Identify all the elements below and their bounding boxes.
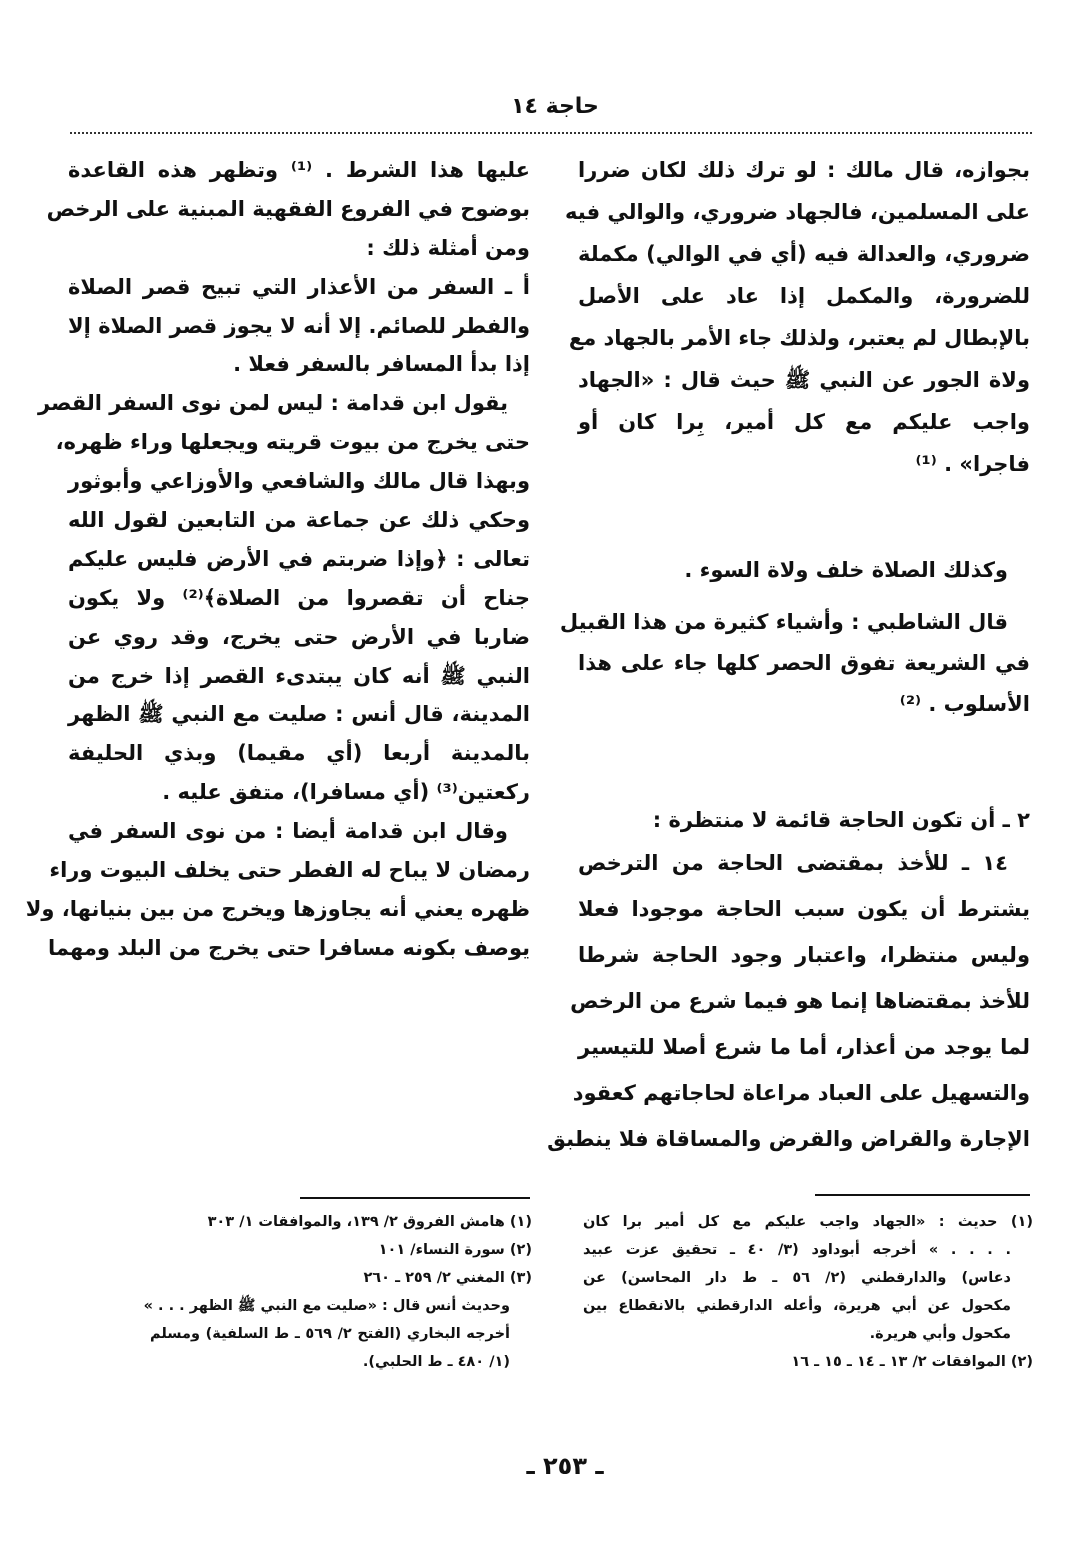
footnote-line: (١) حديث : «الجهاد واجب عليكم مع كل أمير برا كان bbox=[583, 1214, 1033, 1230]
text-line: بالمدينة أربعا (أي مقيما) وبذي الحليفة bbox=[68, 741, 530, 766]
section-heading bbox=[578, 800, 1030, 840]
text-line: وليس منتظرا، واعتبار وجود الحاجة شرطا bbox=[578, 943, 1030, 967]
text-line: ولاة الجور عن النبي ﷺ حيث قال : «الجهاد bbox=[578, 368, 1030, 392]
text-line: النبي ﷺ أنه كان يبتدىء القصر إذا خرج من bbox=[68, 663, 530, 688]
text-line: ركعتين⁽³⁾ (أي مسافرا)، متفق عليه . bbox=[162, 780, 530, 805]
footnote-line: . . . . » أخرجه أبوداود (٣/ ٤٠ ـ تحقيق عزت عبيد bbox=[583, 1242, 1011, 1258]
footnote-line: (٢) الموافقات ٢/ ١٣ ـ ١٤ ـ ١٥ ـ ١٦ bbox=[791, 1354, 1033, 1370]
text-line: إذا بدأ المسافر بالسفر فعلا . bbox=[233, 352, 530, 377]
right-paragraph-2 bbox=[578, 550, 1030, 590]
text-line: وكذلك الصلاة خلف ولاة السوء . bbox=[684, 558, 1008, 582]
running-head-title: حاجة ١٤ bbox=[511, 94, 599, 119]
footnote-line: (٢) سورة النساء/ ١٠١ bbox=[378, 1242, 532, 1258]
text-line: بجوازه، قال مالك : لو ترك ذلك لكان ضررا bbox=[578, 158, 1030, 182]
text-line: للأخذ بمقتضاها إنما هو فيما شرع من الرخص bbox=[570, 989, 1030, 1013]
footnote-line: (١/ ٤٨٠ ـ ط الحلبي). bbox=[362, 1354, 510, 1370]
text-line: المدينة، قال أنس : صليت مع النبي ﷺ الظهر bbox=[68, 702, 530, 727]
text-line: وبهذا قال مالك والشافعي والأوزاعي وأبوثور bbox=[68, 469, 530, 494]
text-line: وحكي ذلك عن جماعة من التابعين لقول الله bbox=[68, 508, 530, 533]
footnote-line: أخرجه البخاري (الفتح ٢/ ٥٦٩ ـ ط السلفية) ومسلم bbox=[150, 1326, 510, 1342]
text-line: فاجرا» . ⁽¹⁾ bbox=[915, 452, 1030, 476]
text-line: ضاربا في الأرض حتى يخرج، وقد روي عن bbox=[68, 624, 530, 649]
text-line: تعالى : ﴿وإذا ضربتم في الأرض فليس عليكم bbox=[68, 546, 530, 571]
text-line: والتسهيل على العباد مراعاة لحاجاتهم كعقود bbox=[572, 1081, 1030, 1105]
text-line: أ ـ السفر من الأعذار التي تبيح قصر الصلاة bbox=[68, 274, 530, 299]
right-paragraph-3 bbox=[559, 602, 1030, 725]
text-line: والفطر للصائم. إلا أنه لا يجوز قصر الصلاة إلا bbox=[68, 313, 530, 338]
text-line: يوصف بكونه مسافرا حتى يخرج من البلد ومهما bbox=[48, 935, 530, 960]
footnote-separator-left bbox=[300, 1197, 530, 1199]
footnote-line: دعاس) والدارقطني (٢/ ٥٦ ـ ط دار المحاسن) عن bbox=[583, 1270, 1011, 1286]
text-line: حتى يخرج من بيوت قريته ويجعلها وراء ظهره، bbox=[55, 430, 530, 455]
page-number: ـ ٢٥٣ ـ bbox=[526, 1452, 604, 1480]
text-line: الأسلوب . ⁽²⁾ bbox=[899, 692, 1030, 716]
footnote-line: (٣) المغني ٢/ ٢٥٩ ـ ٢٦٠ bbox=[363, 1270, 532, 1286]
text-line: يشترط أن يكون سبب الحاجة موجودا فعلا bbox=[578, 897, 1030, 921]
text-line: لما يوجد من أعذار، أما ما شرع أصلا للتيسير bbox=[578, 1035, 1030, 1059]
left-column-text bbox=[25, 151, 530, 968]
text-line: رمضان لا يباح له الفطر حتى يخلف البيوت وراء bbox=[49, 858, 530, 883]
right-paragraph-1 bbox=[565, 149, 1030, 485]
footnotes-right bbox=[583, 1208, 1033, 1376]
text-line: بوضوح في الفروع الفقهية المبنية على الرخص bbox=[46, 196, 530, 221]
text-line: جناح أن تقصروا من الصلاة﴾⁽²⁾ ولا يكون bbox=[68, 585, 530, 610]
footnote-separator-right bbox=[815, 1194, 1030, 1196]
text-line: ضروري، والعدالة فيه (أي في الوالي) مكملة bbox=[578, 242, 1030, 266]
header-dotted-divider bbox=[70, 132, 1032, 134]
text-line: ومن أمثلة ذلك : bbox=[366, 235, 530, 260]
footnote-line: (١) هامش الفروق ٢/ ١٣٩، والموافقات ١/ ٣٠٣ bbox=[207, 1214, 532, 1230]
footnotes-left bbox=[143, 1208, 532, 1376]
footnote-line: مكحول وأبي هريرة. bbox=[869, 1326, 1011, 1342]
footnote-line: مكحول عن أبي هريرة، وأعله الدارقطني بالانقطاع بين bbox=[583, 1298, 1011, 1314]
text-line: ١٤ ـ للأخذ بمقتضى الحاجة من الترخص bbox=[578, 851, 1008, 875]
text-line: عليها هذا الشرط . ⁽¹⁾ وتظهر هذه القاعدة bbox=[68, 158, 530, 182]
right-paragraph-4 bbox=[547, 840, 1030, 1162]
text-line: وقال ابن قدامة أيضا : من نوى السفر في bbox=[68, 819, 508, 844]
text-line: واجب عليكم مع كل أمير، بِرا كان أو bbox=[578, 410, 1030, 434]
text-line: في الشريعة تفوق الحصر كلها جاء على هذا bbox=[578, 651, 1030, 675]
text-line: يقول ابن قدامة : ليس لمن نوى السفر القصر bbox=[38, 391, 508, 416]
text-line: للضرورة، والمكمل إذا عاد على الأصل bbox=[578, 284, 1030, 308]
text-line: ظهره يعني أنه يجاوزها ويخرج من بين بنيانها، ولا bbox=[25, 896, 530, 921]
text-line: الإجارة والقراض والقرض والمساقاة فلا ينطبق bbox=[547, 1127, 1030, 1151]
text-line: قال الشاطبي : وأشياء كثيرة من هذا القبيل bbox=[559, 610, 1008, 634]
text-line: على المسلمين، فالجهاد ضروري، والوالي فيه bbox=[565, 200, 1030, 224]
text-line: بالإبطال لم يعتبر، ولذلك جاء الأمر بالجهاد مع bbox=[568, 326, 1030, 350]
section-heading-text: ٢ ـ أن تكون الحاجة قائمة لا منتظرة : bbox=[652, 808, 1030, 832]
footnote-line: وحديث أنس قال : «صليت مع النبي ﷺ الظهر . . . » bbox=[143, 1298, 510, 1314]
